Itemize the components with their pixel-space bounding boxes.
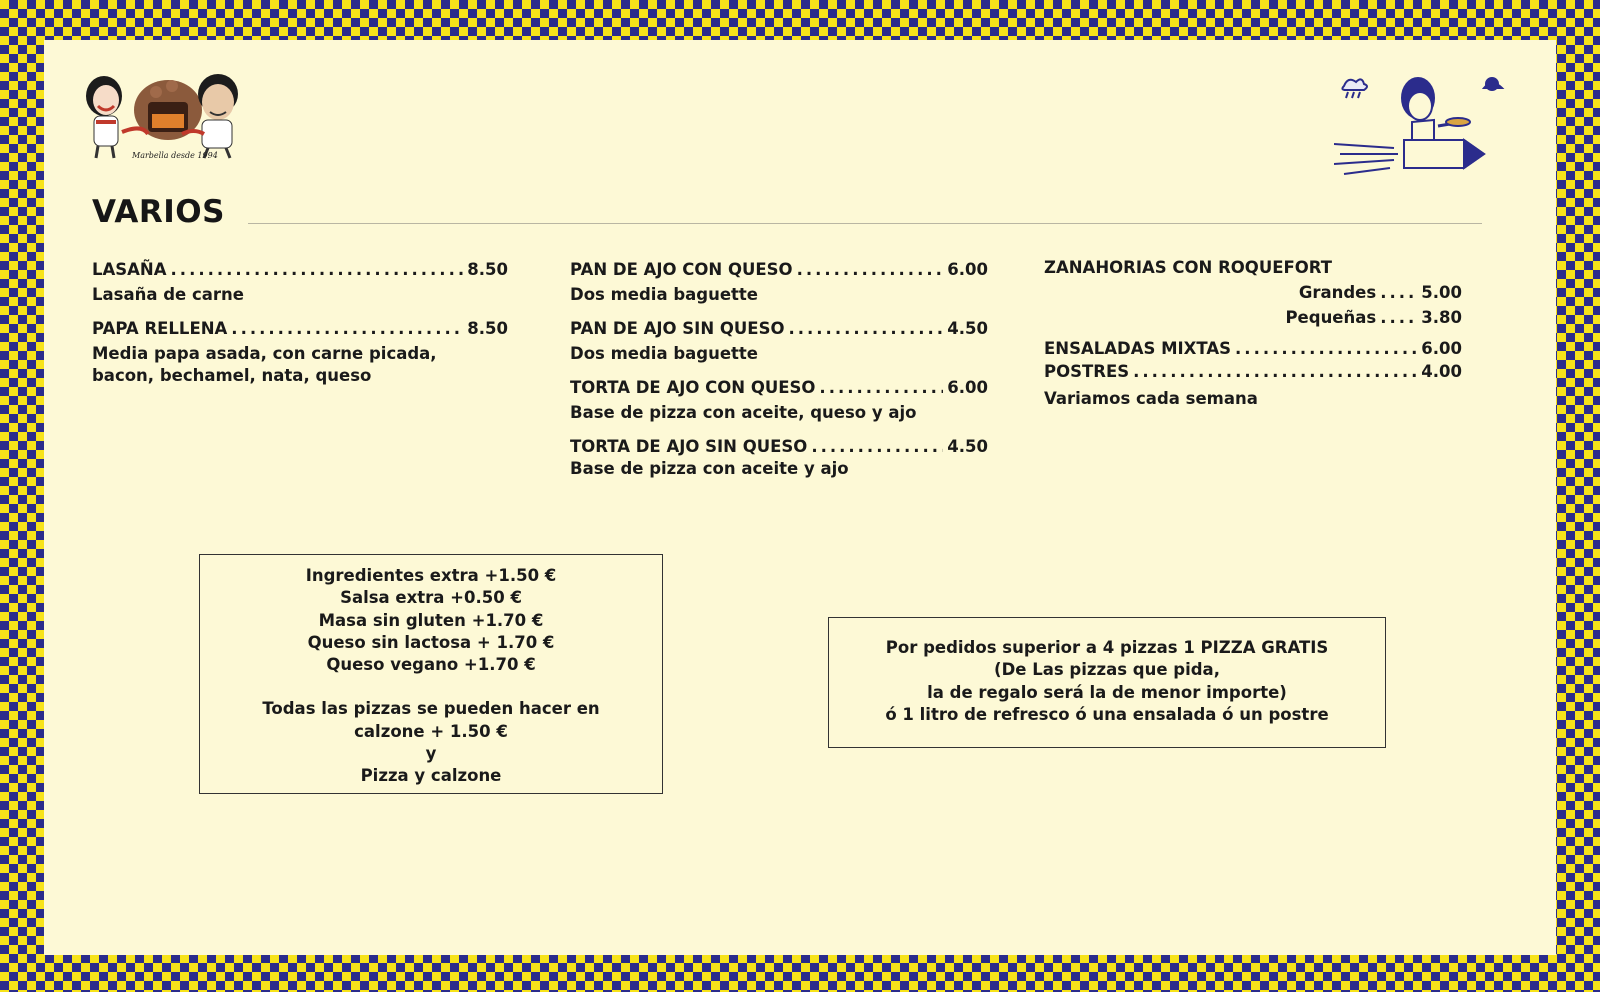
- pizza-rocket-icon: [1334, 70, 1514, 180]
- item-description: Base de pizza con aceite y ajo: [570, 459, 849, 478]
- menu-item-lasana: [92, 259, 508, 281]
- menu-item-papa-rellena: [92, 318, 508, 340]
- dot-leader: ....: [1380, 283, 1418, 302]
- logo-caption: Marbella desde 1994: [132, 151, 218, 160]
- item-price: 4.50: [947, 319, 988, 338]
- item-name: ENSALADAS MIXTAS: [1044, 339, 1232, 358]
- item-name: PAN DE AJO SIN QUESO: [570, 319, 785, 338]
- promo-box: [828, 617, 1386, 748]
- item-name: TORTA DE AJO CON QUESO: [570, 378, 816, 397]
- promo-line: ó 1 litro de refresco ó una ensalada ó un postre: [885, 704, 1329, 724]
- extras-line: Masa sin gluten +1.70 €: [318, 610, 544, 630]
- calzone-line: Pizza y calzone: [360, 766, 502, 786]
- size-price: 5.00: [1421, 283, 1462, 302]
- item-price: 8.50: [467, 319, 508, 338]
- extras-box: [199, 554, 663, 794]
- item-price: 8.50: [467, 260, 508, 279]
- menu-item-torta-ajo-sin-queso: [570, 436, 988, 458]
- extras-line: Salsa extra +0.50 €: [340, 588, 522, 608]
- section-title: VARIOS: [92, 194, 225, 230]
- item-name: PAN DE AJO CON QUESO: [570, 260, 793, 279]
- extras-line: Queso vegano +1.70 €: [326, 655, 536, 675]
- size-label: Pequeñas: [1285, 308, 1377, 327]
- item-price: 6.00: [1421, 339, 1462, 358]
- dot-leader: [819, 377, 943, 399]
- menu-item-ensaladas: [1044, 338, 1462, 360]
- extras-line: Ingredientes extra +1.50 €: [305, 566, 557, 585]
- item-name: LASAÑA: [92, 260, 167, 279]
- item-price: 4.50: [947, 437, 988, 456]
- menu-column-1: [92, 259, 508, 387]
- dot-leader: [811, 436, 943, 458]
- dot-leader: [171, 259, 464, 281]
- menu-item-pan-ajo-sin-queso: [570, 318, 988, 340]
- size-price-grandes: [1044, 282, 1462, 304]
- calzone-line: y: [425, 744, 437, 764]
- promo-line: Por pedidos superior a 4 pizzas 1 PIZZA GRATIS: [885, 638, 1329, 657]
- dot-leader: [797, 259, 944, 281]
- item-description: Variamos cada semana: [1044, 389, 1258, 408]
- dot-leader: [788, 318, 943, 340]
- item-description: Lasaña de carne: [92, 285, 244, 304]
- menu-item-pan-ajo-queso: [570, 259, 988, 281]
- item-description: Dos media baguette: [570, 285, 758, 304]
- menu-column-3: [1044, 257, 1462, 410]
- size-label: Grandes: [1298, 283, 1377, 302]
- promo-line: (De Las pizzas que pida,: [994, 660, 1220, 680]
- item-description: Dos media baguette: [570, 344, 758, 363]
- dot-leader: ....: [1380, 308, 1418, 327]
- dot-leader: [231, 318, 463, 340]
- item-price: 6.00: [947, 260, 988, 279]
- menu-item-postres: [1044, 361, 1462, 383]
- item-description: Media papa asada, con carne picada, bacon, bechamel, nata, queso: [92, 344, 437, 385]
- promo-line: la de regalo será la de menor importe): [927, 682, 1287, 702]
- calzone-line: calzone + 1.50 €: [354, 721, 508, 741]
- extras-line: Queso sin lactosa + 1.70 €: [307, 632, 555, 652]
- item-name: POSTRES: [1044, 362, 1130, 381]
- item-name: PAPA RELLENA: [92, 319, 228, 338]
- dot-leader: [1133, 361, 1417, 383]
- menu-page: [44, 40, 1556, 955]
- caricature-logo-icon: [82, 62, 254, 164]
- calzone-line: Todas las pizzas se pueden hacer en: [262, 699, 600, 719]
- menu-column-2: [570, 259, 988, 480]
- size-price: 3.80: [1421, 308, 1462, 327]
- menu-item-torta-ajo-queso: [570, 377, 988, 399]
- menu-item-zanahorias: ZANAHORIAS CON ROQUEFORT: [1044, 258, 1333, 277]
- size-price-pequenas: [1044, 307, 1462, 329]
- item-name: TORTA DE AJO SIN QUESO: [570, 437, 808, 456]
- item-description: Base de pizza con aceite, queso y ajo: [570, 403, 917, 422]
- item-price: 6.00: [947, 378, 988, 397]
- title-divider: [248, 223, 1482, 224]
- item-price: 4.00: [1421, 362, 1462, 381]
- dot-leader: [1235, 338, 1417, 360]
